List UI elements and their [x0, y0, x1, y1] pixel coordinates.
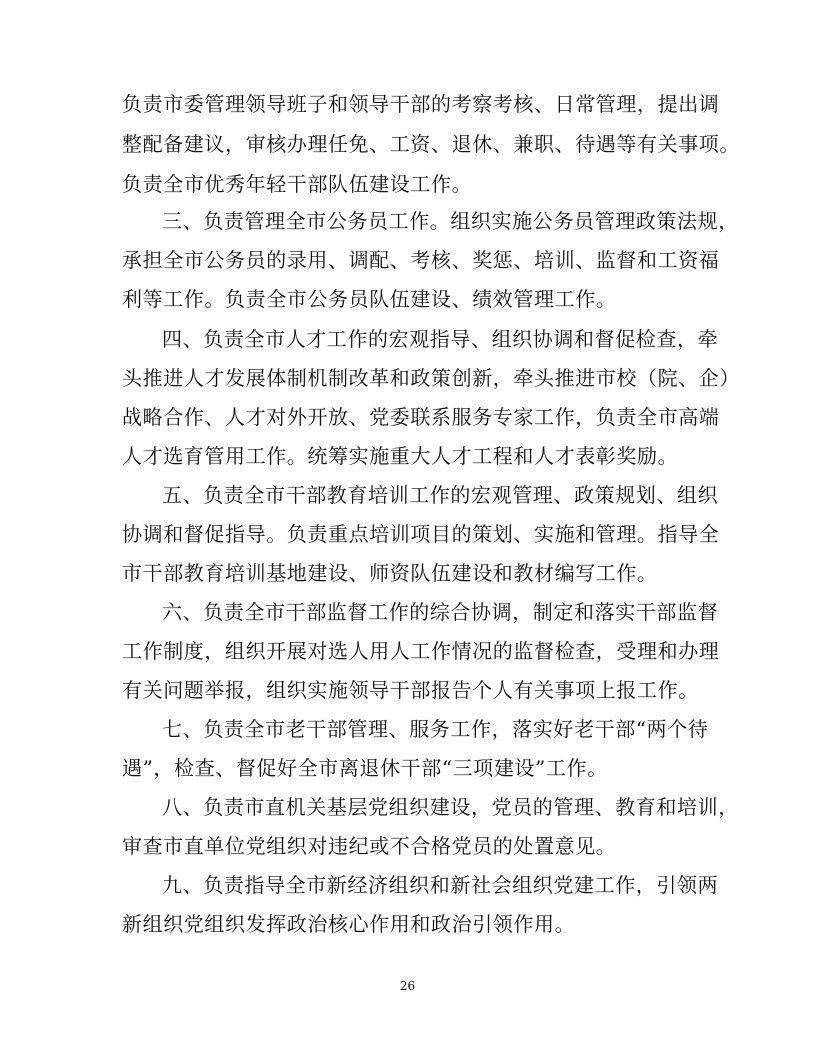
body-text-line: 有关问题举报，组织实施领导干部报告个人有关事项上报工作。 [122, 678, 699, 702]
body-text-line: 八、负责市直机关基层党组织建设，党员的管理、教育和培训， [162, 795, 739, 819]
body-text-line: 四、负责全市人才工作的宏观指导、组织协调和督促检查，牵 [162, 327, 719, 351]
body-text-line: 头推进人才发展体制机制改革和政策创新，牵头推进市校（院、企） [122, 366, 740, 390]
body-text-line: 协调和督促指导。负责重点培训项目的策划、实施和管理。指导全 [122, 522, 720, 546]
body-text-line: 三、负责管理全市公务员工作。组织实施公务员管理政策法规， [162, 209, 739, 233]
body-text-line: 负责全市优秀年轻干部队伍建设工作。 [122, 172, 473, 196]
body-text-line: 市干部教育培训基地建设、师资队伍建设和教材编写工作。 [122, 561, 658, 585]
body-text-line: 九、负责指导全市新经济组织和新社会组织党建工作，引领两 [162, 873, 719, 897]
body-text-line: 利等工作。负责全市公务员队伍建设、绩效管理工作。 [122, 287, 617, 311]
body-text-line: 战略合作、人才对外开放、党委联系服务专家工作，负责全市高端 [122, 405, 720, 429]
body-text-line: 人才选育管用工作。统筹实施重大人才工程和人才表彰奖励。 [122, 444, 679, 468]
body-text-line: 七、负责全市老干部管理、服务工作，落实好老干部“两个待 [162, 717, 709, 741]
page-number: 26 [399, 979, 416, 993]
body-text-line: 审查市直单位党组织对违纪或不合格党员的处置意见。 [122, 834, 617, 858]
body-text-line: 五、负责全市干部教育培训工作的宏观管理、政策规划、组织 [162, 483, 719, 507]
body-text-line: 工作制度，组织开展对选人用人工作情况的监督检查，受理和办理 [122, 639, 720, 663]
body-text-line: 六、负责全市干部监督工作的综合协调，制定和落实干部监督 [162, 600, 719, 624]
body-text-line: 负责市委管理领导班子和领导干部的考察考核、日常管理，提出调 [122, 92, 720, 116]
body-text-line: 承担全市公务员的录用、调配、考核、奖惩、培训、监督和工资福 [122, 248, 720, 272]
body-text-line: 遇”，检查、督促好全市离退休干部“三项建设”工作。 [122, 756, 608, 780]
body-text-line: 新组织党组织发挥政治核心作用和政治引领作用。 [122, 912, 576, 936]
body-text-line: 整配备建议，审核办理任免、工资、退休、兼职、待遇等有关事项。 [122, 132, 740, 156]
